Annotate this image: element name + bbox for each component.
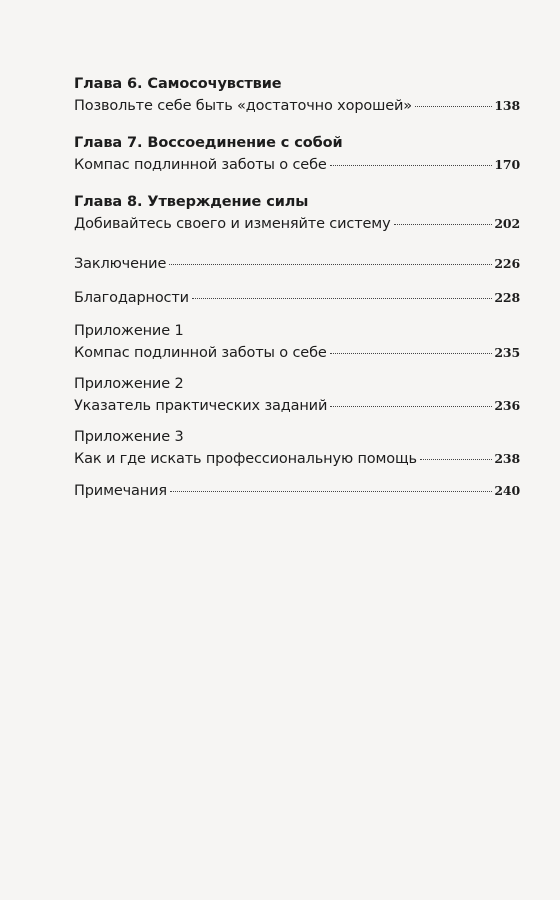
appendix-label: Приложение 2: [74, 376, 184, 392]
appendix-2: [74, 374, 520, 417]
toc-entry: [74, 154, 520, 176]
chapter-title: Глава 7. Воссоединение с собой: [74, 135, 343, 151]
toc-notes: [74, 480, 520, 502]
toc-entry: [74, 213, 520, 235]
page-number: 202: [494, 216, 520, 231]
page-number: 170: [494, 157, 520, 172]
dot-leader: [330, 353, 493, 354]
dot-leader: [415, 106, 492, 107]
page-number: 240: [494, 483, 520, 498]
toc-entry-text: Добивайтесь своего и изменяйте систему: [74, 216, 391, 232]
dot-leader: [192, 298, 492, 299]
chapter-title: Глава 6. Самосочувствие: [74, 76, 282, 92]
appendix-label: Приложение 1: [74, 323, 184, 339]
toc-entry: [74, 395, 520, 417]
toc-acknowledgments: [74, 287, 520, 309]
toc-entry-text: Заключение: [74, 256, 167, 272]
toc-entry-text: Позвольте себе быть «достаточно хорошей»: [74, 98, 412, 114]
page-number: 138: [494, 98, 520, 113]
dot-leader: [330, 165, 493, 166]
chapter-8: [74, 192, 520, 235]
toc-entry: [74, 95, 520, 117]
appendix-3: [74, 427, 520, 470]
page-number: 226: [494, 256, 520, 271]
dot-leader: [170, 491, 492, 492]
toc-entry-text: Как и где искать профессиональную помощь: [74, 451, 417, 467]
table-of-contents: [74, 74, 520, 502]
toc-conclusion: [74, 253, 520, 275]
appendix-label: Приложение 3: [74, 429, 184, 445]
page-number: 238: [494, 451, 520, 466]
toc-entry-text: Благодарности: [74, 290, 189, 306]
chapter-6: [74, 74, 520, 117]
toc-entry-text: Компас подлинной заботы о себе: [74, 345, 327, 361]
toc-entry-text: Примечания: [74, 483, 167, 499]
dot-leader: [394, 224, 493, 225]
chapter-7: [74, 133, 520, 176]
page-number: 235: [494, 345, 520, 360]
appendix-1: [74, 321, 520, 364]
toc-entry: [74, 342, 520, 364]
toc-entry-text: Компас подлинной заботы о себе: [74, 157, 327, 173]
page-number: 236: [494, 398, 520, 413]
dot-leader: [169, 264, 492, 265]
toc-entry-text: Указатель практических заданий: [74, 398, 328, 414]
dot-leader: [420, 459, 492, 460]
toc-entry: [74, 448, 520, 470]
page-number: 228: [494, 290, 520, 305]
dot-leader: [330, 406, 492, 407]
chapter-title: Глава 8. Утверждение силы: [74, 194, 309, 210]
